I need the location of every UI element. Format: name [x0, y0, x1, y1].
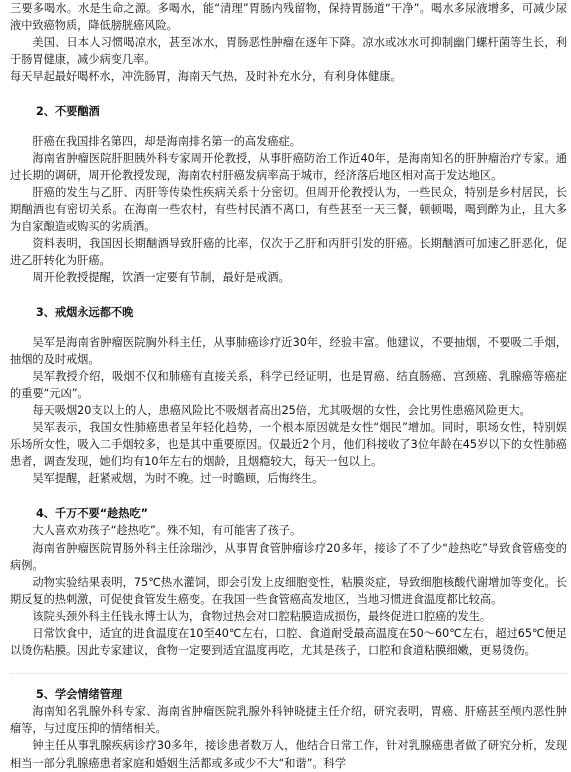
section-paragraph: 海南省肿瘤医院肝胆胰外科专家周开伦教授，从事肝癌防治工作近40年，是海南知名的肝肿瘤治疗专家。通过长期的调研，周开伦教授发现，海南农村肝癌发病率高于城市，经济落后地区相对高于发达地区。: [10, 151, 567, 182]
section-paragraph: 肝癌在我国排名第四，却是海南排名第一的高发癌症。: [32, 134, 301, 148]
intro-paragraph-1: 三要多喝水。水是生命之源。多喝水，能“清理”胃肠内残留物，保持胃肠道“干净”。喝水多尿液增多，可减少尿液中致癌物质，降低膀胱癌风险。: [10, 2, 567, 33]
spacer: [10, 674, 567, 686]
section-paragraph: 吴军表示，我国女性肺癌患者呈年轻化趋势，一个根本原因就是女性“烟民”增加。同时，职场女性，特别娱乐场所女性，吸入二手烟较多，也是其中重要原因。仅最近2个月，他们科接收了3位年龄在45岁以下的女性肺癌患者，调查发现，她们均有10年左右的烟龄，且烟瘾较大，每天一包以上。: [10, 420, 567, 469]
intro-paragraph-3: 每天早起最好喝杯水，冲洗肠胃，海南天气热，及时补充水分，有利身体健康。: [10, 70, 402, 84]
section-heading-smoking: 3、戒烟永远都不晚: [36, 306, 134, 320]
section-paragraph: 吴军是海南省肿瘤医院胸外科主任，从事肺癌诊疗近30年，经验丰富。他建议，不要抽烟，不要吸二手烟，抽烟的及时戒烟。: [10, 335, 567, 366]
section-paragraph: 吴军教授介绍，吸烟不仅和肺癌有直接关系，科学已经证明，也是胃癌、结直肠癌、宫颈癌、乳腺癌等癌症的重要“元凶”。: [10, 369, 567, 400]
section-heading-emotion: 5、学会情绪管理: [36, 688, 123, 702]
spacer: [10, 85, 567, 103]
section-paragraph: 日常饮食中，适宜的进食温度在10至40℃左右，口腔、食道耐受最高温度在50～60℃左右，超过65℃便足以烫伤粘膜。因此专家建议，食物一定要到适宜温度再吃，尤其是孩子，口腔和食道粘膜细嫩，更易烫伤。: [10, 627, 567, 658]
section-paragraph: 动物实验结果表明，75℃热水灌饲，即会引发上皮细胞变性，粘膜炎症，导致细胞核酸代谢增加等变化。长期反复的热刺激，可促使食管发生癌变。在我国一些食管癌高发地区，当地习惯进食温度都比较高。: [10, 575, 567, 606]
divider: [10, 659, 567, 674]
section-paragraph: 吴军提醒，赶紧戒烟，为时不晚。过一时瞻顾，后悔终生。: [32, 472, 324, 486]
section-paragraph: 该院头颈外科主任钱永博士认为，食物过热会对口腔粘膜造成损伤，最终促进口腔癌的发生。: [32, 609, 492, 623]
section-paragraph: 大人喜欢劝孩子“趁热吃”。殊不知，有可能害了孩子。: [32, 524, 302, 538]
section-paragraph: 钟主任从事乳腺疾病诊疗30多年，接诊患者数万人，他结合日常工作，针对乳腺癌患者做了研究分析，发现相当一部分乳腺癌患者家庭和婚姻生活都或多或少不大“和谐”。科学: [10, 739, 567, 770]
spacer: [10, 121, 567, 133]
spacer: [10, 286, 567, 304]
spacer: [10, 487, 567, 505]
section-paragraph: 每天吸烟20支以上的人，患癌风险比不吸烟者高出25倍，尤其吸烟的女性，会比男性患癌风险更大。: [32, 403, 531, 417]
section-paragraph: 海南知名乳腺外科专家、海南省肿瘤医院乳腺外科钟晓捷主任介绍，研究表明，胃癌、肝癌甚至颅内恶性肿瘤等，与过度压抑的情绪相关。: [10, 705, 567, 736]
intro-paragraph-2: 美国、日本人习惯喝凉水，甚至冰水，胃肠恶性肿瘤在逐年下降。凉水或冰水可抑制幽门螺杆菌等生长，利于肠胃健康，减少病变几率。: [10, 36, 567, 67]
section-paragraph: 资料表明，我国因长期酗酒导致肝癌的比率，仅次于乙肝和丙肝引发的肝癌。长期酗酒可加速乙肝恶化，促进乙肝转化为肝癌。: [10, 237, 567, 268]
section-paragraph: 肝癌的发生与乙肝、丙肝等传染性疾病关系十分密切。但周开伦教授认为，一些民众，特别是乡村居民，长期酗酒也有密切关系。在海南一些农村，有些村民酒不离口，有些甚至一天三餐，顿顿喝，喝到醉为止，且大多为自家酿造或购买的劣质酒。: [10, 185, 567, 234]
section-paragraph: 周开伦教授提醒，饮酒一定要有节制，最好是戒酒。: [32, 271, 290, 285]
section-heading-drinking: 2、不要酗酒: [36, 105, 100, 119]
section-paragraph: 海南省肿瘤医院胃肠外科主任涂瑞沙，从事胃食管肿瘤诊疗20多年，接诊了不了少“趁热吃”导致食管癌变的病例。: [10, 541, 567, 572]
spacer: [10, 322, 567, 334]
section-heading-hot-food: 4、千万不要“趁热吃”: [36, 507, 148, 521]
